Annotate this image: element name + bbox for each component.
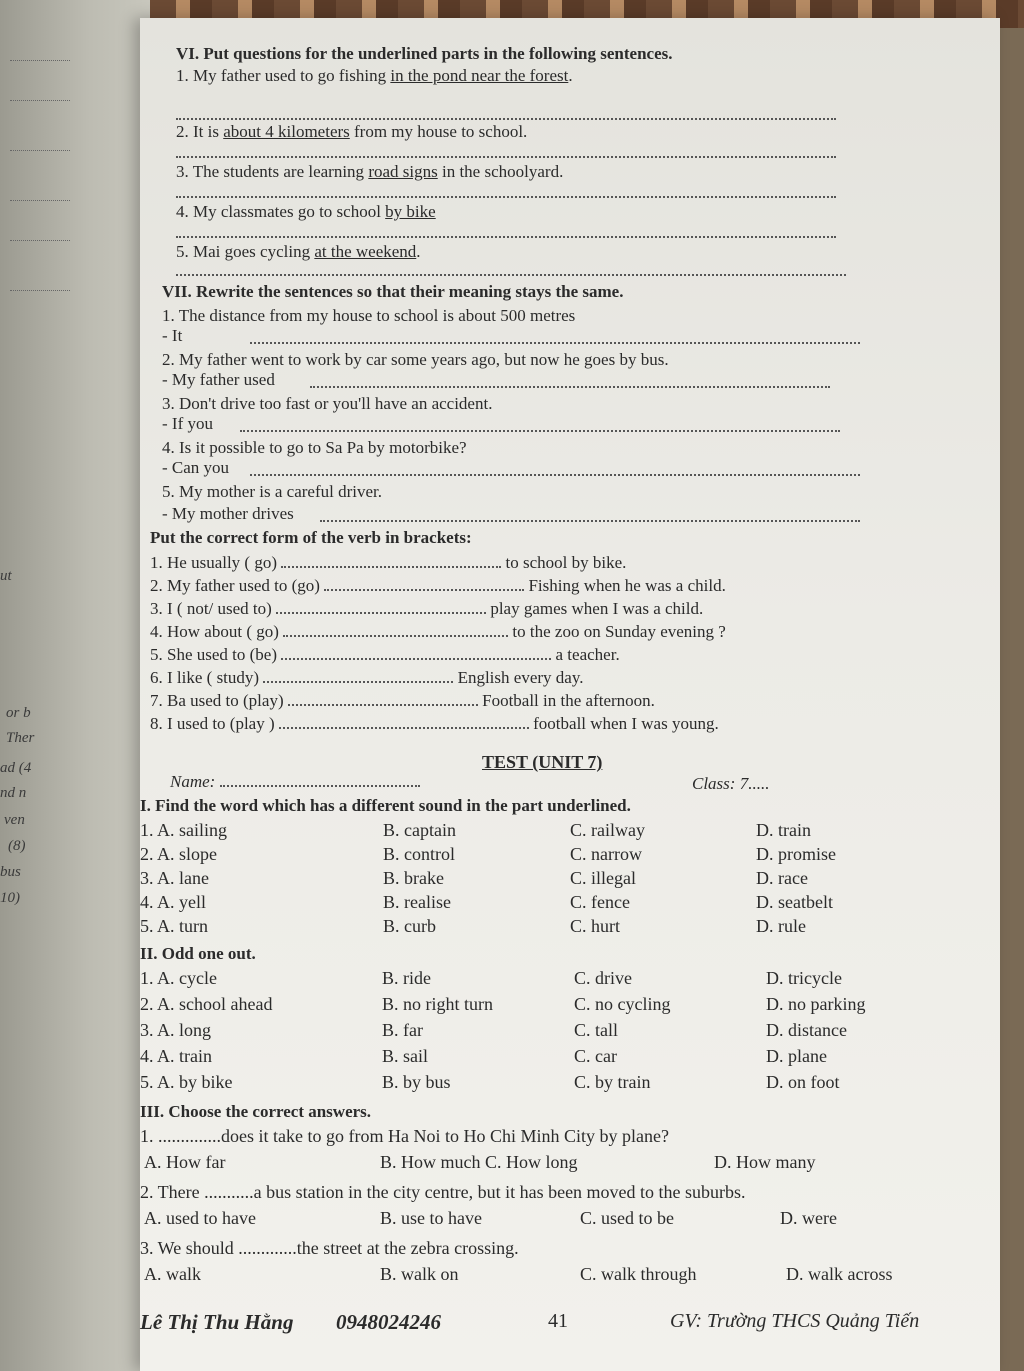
p1-option: C. fence	[570, 892, 630, 912]
left-fragment: bus	[0, 864, 21, 880]
p1-option: B. brake	[383, 868, 444, 888]
p1-option: C. hurt	[570, 916, 621, 936]
s7-answer-prefix: - Can you	[162, 458, 230, 477]
p2-option: B. ride	[382, 968, 431, 988]
s7-answer-prefix: - If you	[162, 414, 213, 433]
p1-option: D. train	[756, 820, 811, 840]
p1-option: D. seatbelt	[756, 892, 833, 912]
p1-option: D. race	[756, 868, 808, 888]
footer-author: Lê Thị Thu Hằng	[140, 1310, 294, 1334]
p1-option: B. captain	[383, 820, 456, 840]
p1-option: 3. A. lane	[140, 868, 209, 888]
p2-option: B. far	[382, 1020, 423, 1040]
p2-option: D. on foot	[766, 1072, 840, 1092]
s7-question: 5. My mother is a careful driver.	[162, 482, 382, 501]
p2-option: D. plane	[766, 1046, 827, 1066]
s6-item: 3. The students are learning road signs in the schoolyard.	[176, 162, 564, 181]
p2-option: 2. A. school ahead	[140, 994, 273, 1014]
verb-item: 3. I ( not/ used to) play games when I was a child.	[150, 599, 704, 618]
p1-option: B. realise	[383, 892, 451, 912]
p2-option: C. car	[574, 1046, 617, 1066]
part-2-title: II. Odd one out.	[140, 944, 256, 963]
p3-option: A. used to have	[144, 1208, 256, 1228]
p1-option: 5. A. turn	[140, 916, 209, 936]
s6-item: 1. My father used to go fishing in the pond near the forest.	[176, 66, 573, 85]
p2-option: D. distance	[766, 1020, 847, 1040]
s7-question: 4. Is it possible to go to Sa Pa by motorbike?	[162, 438, 467, 457]
left-fragment: ven	[4, 812, 25, 828]
p3-option: C. used to be	[580, 1208, 674, 1228]
test-title: TEST (UNIT 7)	[482, 752, 603, 772]
verb-item: 8. I used to (play ) football when I was young.	[150, 714, 719, 733]
p2-option: 1. A. cycle	[140, 968, 217, 988]
left-fragment: or b	[6, 705, 31, 721]
verb-item: 5. She used to (be) a teacher.	[150, 645, 620, 664]
p1-option: 2. A. slope	[140, 844, 218, 864]
p2-option: D. no parking	[766, 994, 866, 1014]
p1-option: 4. A. yell	[140, 892, 206, 912]
p3-option: A. How far	[144, 1152, 226, 1172]
part-1-title: I. Find the word which has a different sound in the part underlined.	[140, 796, 631, 815]
p3-question: 3. We should .............the street at the zebra crossing.	[140, 1238, 519, 1258]
p3-option: D. walk across	[786, 1264, 893, 1284]
p3-option: B. How much C. How long	[380, 1152, 578, 1172]
p3-question: 1. ..............does it take to go from Ha Noi to Ho Chi Minh City by plane?	[140, 1126, 669, 1146]
previous-page-edge	[0, 0, 150, 1371]
s7-question: 3. Don't drive too fast or you'll have an accident.	[162, 394, 493, 413]
class-label: Class: 7.....	[692, 774, 770, 793]
p1-option: B. control	[383, 844, 455, 864]
p1-option: D. promise	[756, 844, 836, 864]
p2-option: B. sail	[382, 1046, 429, 1066]
name-label: Name:	[170, 772, 420, 792]
page-number: 41	[548, 1310, 568, 1332]
p3-question: 2. There ...........a bus station in the city centre, but it has been moved to the suburbs.	[140, 1182, 746, 1202]
p3-option: B. use to have	[380, 1208, 482, 1228]
p2-option: 5. A. by bike	[140, 1072, 233, 1092]
s7-answer-prefix: - My father used	[162, 370, 275, 389]
verb-section-title: Put the correct form of the verb in brackets:	[150, 528, 472, 547]
s7-question: 2. My father went to work by car some years ago, but now he goes by bus.	[162, 350, 669, 369]
s7-answer-prefix: - It	[162, 326, 183, 345]
s7-answer-prefix: - My mother drives	[162, 504, 294, 523]
p1-option: C. illegal	[570, 868, 636, 888]
left-fragment: ut	[0, 568, 12, 584]
p2-option: C. by train	[574, 1072, 651, 1092]
p1-option: C. railway	[570, 820, 645, 840]
p2-option: B. by bus	[382, 1072, 451, 1092]
p2-option: C. tall	[574, 1020, 618, 1040]
p1-option: C. narrow	[570, 844, 642, 864]
p2-option: 3. A. long	[140, 1020, 212, 1040]
verb-item: 4. How about ( go) to the zoo on Sunday evening ?	[150, 622, 726, 641]
p2-option: C. drive	[574, 968, 632, 988]
s6-item: 5. Mai goes cycling at the weekend.	[176, 242, 421, 261]
p1-option: B. curb	[383, 916, 436, 936]
p2-option: B. no right turn	[382, 994, 493, 1014]
p2-option: 4. A. train	[140, 1046, 212, 1066]
left-fragment: nd n	[0, 785, 27, 801]
p3-option: B. walk on	[380, 1264, 459, 1284]
s6-item: 4. My classmates go to school by bike	[176, 202, 436, 221]
section-7-title: VII. Rewrite the sentences so that their meaning stays the same.	[162, 282, 624, 301]
part-3-title: III. Choose the correct answers.	[140, 1102, 372, 1121]
p3-option: D. were	[780, 1208, 837, 1228]
left-fragment: 10)	[0, 890, 20, 906]
footer-school: GV: Trường THCS Quảng Tiến	[670, 1310, 920, 1332]
verb-item: 6. I like ( study) English every day.	[150, 668, 584, 687]
p3-option: C. walk through	[580, 1264, 697, 1284]
p2-option: C. no cycling	[574, 994, 671, 1014]
s6-item: 2. It is about 4 kilometers from my house to school.	[176, 122, 528, 141]
p3-option: A. walk	[144, 1264, 201, 1284]
left-fragment: Ther	[6, 730, 35, 746]
s7-question: 1. The distance from my house to school is about 500 metres	[162, 306, 576, 325]
p1-option: 1. A. sailing	[140, 820, 228, 840]
footer-phone: 0948024246	[336, 1310, 441, 1334]
left-fragment: (8)	[8, 838, 26, 854]
p2-option: D. tricycle	[766, 968, 842, 988]
section-6-title: VI. Put questions for the underlined parts in the following sentences.	[176, 44, 673, 63]
verb-item: 7. Ba used to (play) Football in the afternoon.	[150, 691, 655, 710]
left-fragment: ad (4	[0, 760, 32, 776]
verb-item: 1. He usually ( go) to school by bike.	[150, 553, 627, 572]
p1-option: D. rule	[756, 916, 806, 936]
worksheet-page	[140, 18, 1000, 1371]
p3-option: D. How many	[714, 1152, 816, 1172]
verb-item: 2. My father used to (go) Fishing when he was a child.	[150, 576, 726, 595]
